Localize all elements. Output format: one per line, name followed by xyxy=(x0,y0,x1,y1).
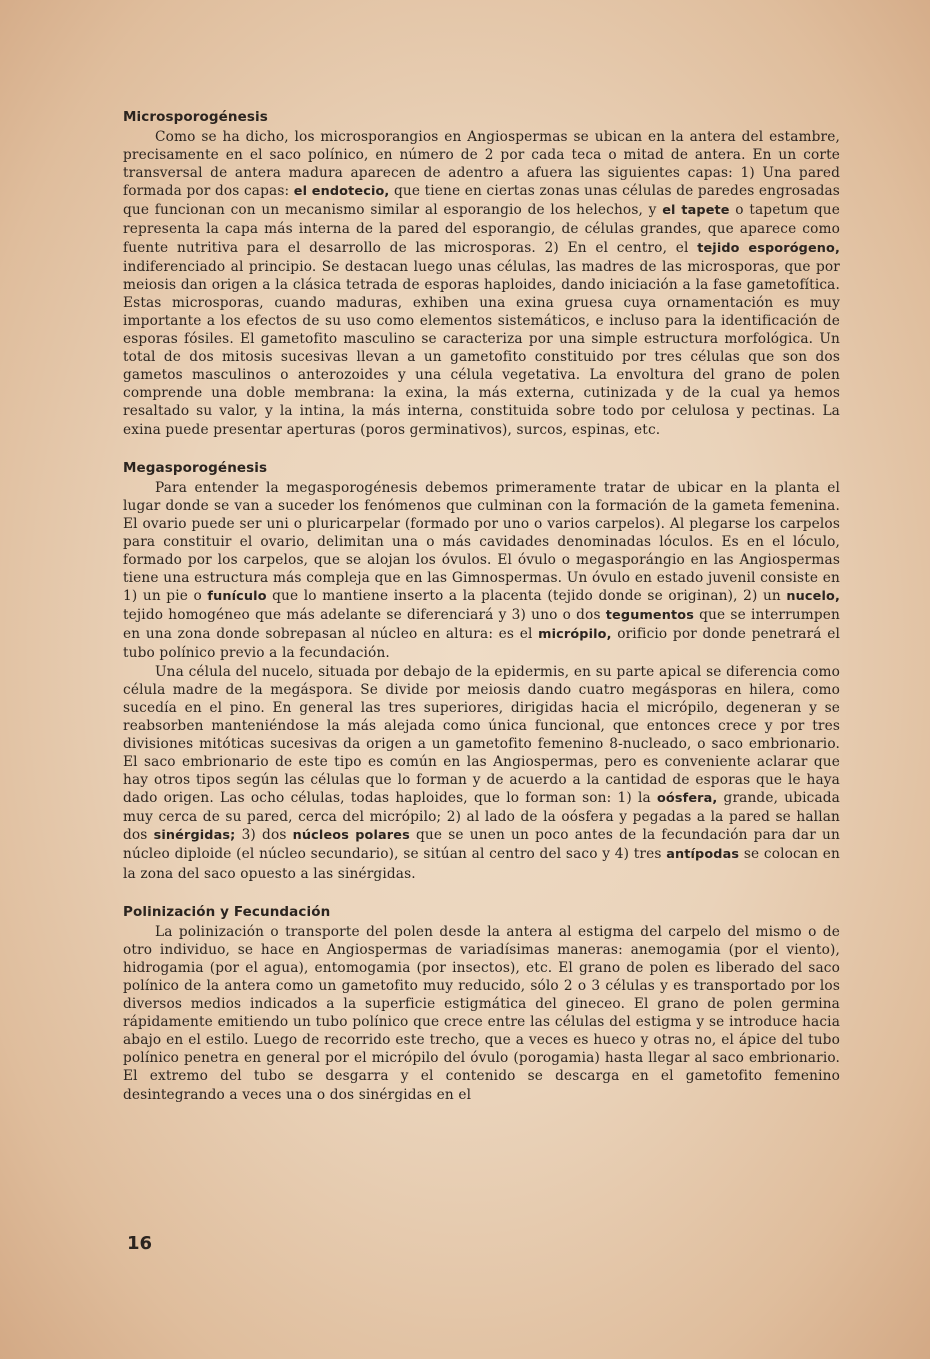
bold-term: nucelo, xyxy=(786,589,840,605)
bold-term: oósfera, xyxy=(656,791,718,807)
text-run: Una célula del nucelo, situada por debajo de la epidermis, en su parte apical se diferencia como célula madre de la megáspora. Se divide por meiosis dando cuatro megásporas en hilera, como sucedía en el pino. En general las tres superiores, dirigidas hacia el micrópilo, degeneran y se reabsorben manteniéndose la más alejada como única funcional, que entonces crece y por tres divisiones mitóticas sucesivas da origen a un gametofito femenino 8-nucleado, o saco embrionario. El saco embrionario de este tipo es común en las Angiospermas, pero es conveniente aclarar que hay otros tipos según las células que lo forman y de acuerdo a la cantidad de esporas que le haya dado origen. Las ocho células, todas haploides, que lo forman son: 1) la xyxy=(123,663,840,807)
bold-term: antípodas xyxy=(666,847,740,863)
text-run: o tapetum que representa la capa más interna de la pared del esporangio, de células grandes, que aparece como fuente nutritiva para el desarrollo de las microsporas. 2) En el centro, el xyxy=(123,202,840,256)
bold-term: funículo xyxy=(207,589,267,605)
bold-term: tegumentos xyxy=(605,608,694,624)
text-run: 3) dos xyxy=(235,827,293,844)
section-heading: Megasporogénesis xyxy=(123,459,268,476)
text-run: se colocan en la zona del saco opuesto a las sinérgidas. xyxy=(123,846,840,882)
paragraph xyxy=(123,663,840,883)
text-run: que se interrumpen en una zona donde sobrepasan al núcleo en altura: es el xyxy=(123,607,840,643)
text-run: tejido homogéneo que más adelante se diferenciará y 3) uno o dos xyxy=(123,607,606,624)
text-run: Para entender la megasporogénesis debemos primeramente tratar de ubicar en la planta el lugar donde se van a suceder los fenómenos que culminan con la formación de la gameta femenina. El ovario puede ser uni o pluricarpelar (formado por uno o varios carpelos). Al plegarse los carpelos para constituir el ovario, delimitan una o más cavidades denominadas lóculos. Es en el lóculo, formado por los carpelos, que se alojan los óvulos. El óvulo o megasporángio en las Angiospermas tiene una estructura más compleja que en las Gimnospermas. Un óvulo en estado juvenil consiste en 1) un pie o xyxy=(123,479,840,605)
paragraph xyxy=(123,479,840,663)
bold-term: el tapete xyxy=(662,203,730,219)
bold-term: micrópilo, xyxy=(538,627,612,643)
section-heading: Polinización y Fecundación xyxy=(123,903,331,920)
text-run: indiferenciado al principio. Se destacan luego unas células, las madres de las microsporas, que por meiosis dan origen a la clásica tetrada de esporas haploides, dando iniciación a la fase gametofítica. Estas microsporas, cuando maduras, exhiben una exina gruesa cuya ornamentación es muy importante a los efectos de su uso como elementos sistemáticos, e incluso para la identificación de esporas fósiles. El gametofito masculino se caracteriza por una simple estructura morfológica. Un total de dos mitosis sucesivas llevan a un gametofito constituido por tres células que son dos gametos masculinos o anterozoides y una célula vegetativa. La envoltura del grano de polen comprende una doble membrana: la exina, la más externa, cutinizada y de la cual ya hemos resaltado su valor, y la intina, la más interna, constituida sobre todo por celulosa y pectinas. La exina puede presentar aperturas (poros germinativos), surcos, espinas, etc. xyxy=(123,258,840,438)
bold-term: tejido esporógeno, xyxy=(697,240,840,256)
section-polinizacion xyxy=(123,903,840,1104)
text-run: grande, ubicada muy cerca de su pared, cerca del micrópilo; 2) al lado de la oósfera y pegadas a la pared se hallan dos xyxy=(123,790,840,844)
text-run: que lo mantiene inserto a la placenta (tejido donde se originan), 2) un xyxy=(266,588,787,605)
section-megasporogenesis xyxy=(123,459,840,883)
text-run: que tiene en ciertas zonas unas células de paredes engrosadas que funcionan con un mecanismo similar al esporangio de los helechos, y xyxy=(123,183,840,219)
bold-term: núcleos polares xyxy=(292,828,410,844)
text-run: La polinización o transporte del polen desde la antera al estigma del carpelo del mismo o de otro individuo, se hace en Angiospermas de variadísimas maneras: anemogamia (por el viento), hidrogamia (por el agua), entomogamia (por insectos), etc. El grano de polen es liberado del saco polínico de la antera como un gametofito muy reducido, sólo 2 o 3 células y es transportado por los diversos medios indicados a la superficie estigmática del gineceo. El grano de polen germina rápidamente emitiendo un tubo polínico que crece entre las células del estigma y se introduce hacia abajo en el estilo. Luego de recorrido este trecho, que a veces es hueco y otras no, el ápice del tubo polínico penetra en general por el micrópilo del óvulo (porogamia) hasta llegar al saco embrionario. El extremo del tubo se desgarra y el contenido se descarga en el gametofito femenino desintegrando a veces una o dos sinérgidas en el xyxy=(123,923,840,1103)
bold-term: el endotecio, xyxy=(293,184,390,200)
section-heading: Microsporogénesis xyxy=(123,109,268,125)
paragraph xyxy=(123,128,840,439)
bold-term: sinérgidas; xyxy=(153,828,236,844)
page-body xyxy=(123,108,840,1104)
text-run: Como se ha dicho, los microsporangios en Angiospermas se ubican en la antera del estambre, precisamente en el saco polínico, en número de 2 por cada teca o mitad de antera. En un corte transversal de antera madura aparecen de adentro a afuera las siguientes capas: 1) Una pared formada por dos capas: xyxy=(123,129,840,200)
paragraph xyxy=(123,923,840,1104)
page-number: 16 xyxy=(127,1233,153,1254)
section-microsporogenesis xyxy=(123,108,840,439)
text-run: que se unen un poco antes de la fecundación para dar un núcleo diploide (el núcleo secundario), se sitúan al centro del saco y 4) tres xyxy=(123,827,840,863)
text-run: orificio por donde penetrará el tubo polínico previo a la fecundación. xyxy=(123,626,840,662)
